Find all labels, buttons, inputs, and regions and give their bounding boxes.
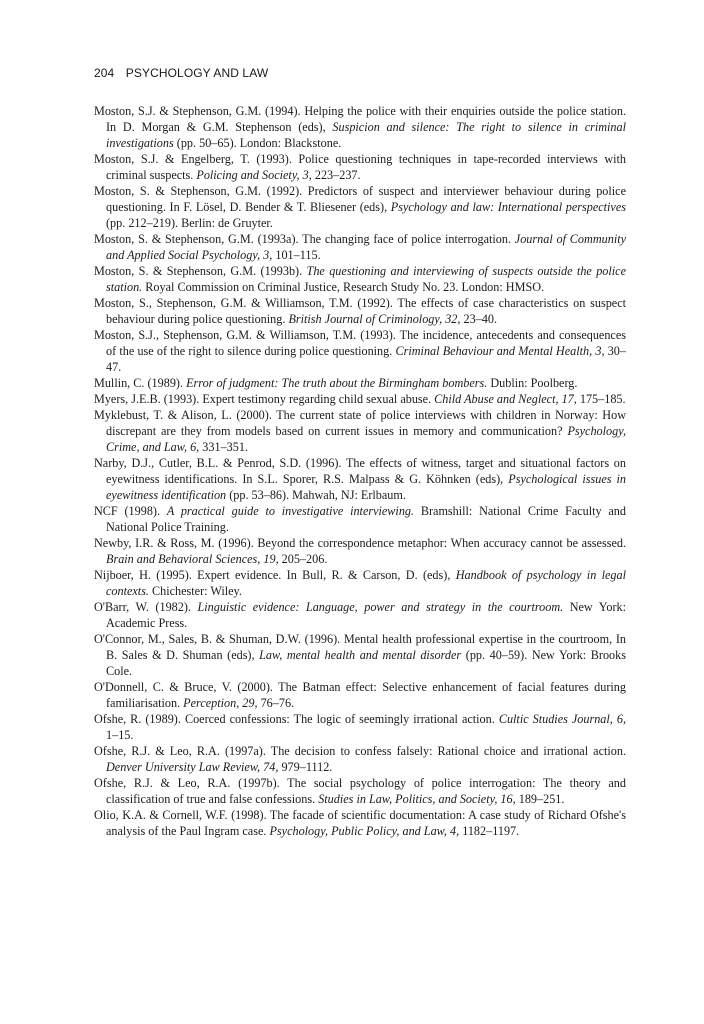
reference-text: Moston, S.J., Stephenson, G.M. & Williamson, T.M. (1993). The incidence, antecedents and consequences of the use of the right to silence during police questioning. bbox=[94, 328, 626, 358]
reference-text: Moston, S. & Stephenson, G.M. (1993b). bbox=[94, 264, 307, 278]
reference-source-title: British Journal of Criminology, 32, bbox=[288, 312, 461, 326]
reference-details: 101–115. bbox=[272, 248, 321, 262]
reference-text: Moston, S. & Stephenson, G.M. (1993a). The changing face of police interrogation. bbox=[94, 232, 515, 246]
reference-entry bbox=[94, 103, 626, 151]
reference-text: Ofshe, R.J. & Leo, R.A. (1997a). The decision to confess falsely: Rational choice and irrational action. bbox=[94, 744, 626, 758]
reference-entry bbox=[94, 775, 626, 807]
reference-entry bbox=[94, 807, 626, 839]
reference-details: 76–76. bbox=[257, 696, 295, 710]
reference-entry bbox=[94, 535, 626, 567]
reference-source-title: Linguistic evidence: Language, power and strategy in the courtroom. bbox=[197, 600, 564, 614]
reference-details: 223–237. bbox=[311, 168, 361, 182]
reference-entry bbox=[94, 263, 626, 295]
reference-entry bbox=[94, 455, 626, 503]
reference-text: Olio, K.A. & Cornell, W.F. (1998). The facade of scientific documentation: A case study of Richard Ofshe's analysis of the Paul Ingram case. bbox=[94, 808, 626, 838]
reference-text: Nijboer, H. (1995). Expert evidence. In Bull, R. & Carson, D. (eds), bbox=[94, 568, 456, 582]
reference-details: (pp. 212–219). Berlin: de Gruyter. bbox=[106, 216, 273, 230]
reference-text: Moston, S. & Stephenson, G.M. (1992). Predictors of suspect and interviewer behaviour during police questioning. In F. Lösel, D. Bender & T. Bliesener (eds), bbox=[94, 184, 626, 214]
reference-text: O'Barr, W. (1982). bbox=[94, 600, 198, 614]
reference-text: Mullin, C. (1989). bbox=[94, 376, 187, 390]
reference-source-title: Journal of Community and Applied Social Psychology, 3, bbox=[106, 232, 626, 262]
reference-details: Bramshill: National Crime Faculty and National Police Training. bbox=[106, 504, 626, 534]
reference-text: Moston, S.J. & Stephenson, G.M. (1994). Helping the police with their enquiries outside the police station. In D. Morgan & G.M. Stephenson (eds), bbox=[94, 104, 626, 134]
reference-entry bbox=[94, 407, 626, 455]
reference-entry bbox=[94, 183, 626, 231]
reference-source-title: Psychological issues in eyewitness identification bbox=[106, 472, 626, 502]
reference-source-title: Perception, 29, bbox=[183, 696, 258, 710]
reference-text: Narby, D.J., Cutler, B.L. & Penrod, S.D. (1996). The effects of witness, target and situational factors on eyewitness identifications. In S.L. Sporer, R.S. Malpass & G. Köhnken (eds), bbox=[94, 456, 626, 486]
running-header bbox=[94, 66, 268, 80]
reference-source-title: The questioning and interviewing of suspects outside the police station. bbox=[106, 264, 626, 294]
reference-details: 175–185. bbox=[576, 392, 626, 406]
reference-source-title: Psychology and law: International perspectives bbox=[390, 200, 626, 214]
page-number: 204 bbox=[94, 66, 115, 80]
reference-entry bbox=[94, 599, 626, 631]
reference-entry bbox=[94, 503, 626, 535]
reference-text: Myers, J.E.B. (1993). Expert testimony regarding child sexual abuse. bbox=[94, 392, 435, 406]
reference-details: 331–351. bbox=[199, 440, 248, 454]
reference-details: Chichester: Wiley. bbox=[148, 584, 242, 598]
reference-entry bbox=[94, 631, 626, 679]
reference-entry bbox=[94, 231, 626, 263]
reference-entry bbox=[94, 295, 626, 327]
reference-source-title: A practical guide to investigative interviewing. bbox=[166, 504, 415, 518]
running-title: PSYCHOLOGY AND LAW bbox=[125, 66, 269, 80]
reference-entry bbox=[94, 391, 626, 407]
reference-text: Ofshe, R.J. & Leo, R.A. (1997b). The social psychology of police interrogation: The theory and classification of true and false confessions. bbox=[94, 776, 626, 806]
reference-details: 189–251. bbox=[515, 792, 565, 806]
reference-details: (pp. 53–86). Mahwah, NJ: Erlbaum. bbox=[226, 488, 406, 502]
reference-source-title: Studies in Law, Politics, and Society, 16, bbox=[318, 792, 516, 806]
reference-details: 30–47. bbox=[106, 344, 626, 374]
reference-entry bbox=[94, 567, 626, 599]
reference-source-title: Criminal Behaviour and Mental Health, 3, bbox=[395, 344, 605, 358]
reference-text: Myklebust, T. & Alison, L. (2000). The current state of police interviews with children in Norway: How discrepant are they from models based on current issues in memory and communication? bbox=[94, 408, 626, 438]
reference-source-title: Policing and Society, 3, bbox=[196, 168, 312, 182]
reference-source-title: Psychology, Public Policy, and Law, 4, bbox=[269, 824, 460, 838]
reference-details: 23–40. bbox=[460, 312, 498, 326]
reference-text: Newby, I.R. & Ross, M. (1996). Beyond the correspondence metaphor: When accuracy cannot be assessed. bbox=[94, 536, 626, 550]
reference-source-title: Psychology, Crime, and Law, 6, bbox=[106, 424, 626, 454]
reference-details: (pp. 40–59). New York: Brooks Cole. bbox=[106, 648, 626, 678]
reference-source-title: Law, mental health and mental disorder bbox=[259, 648, 462, 662]
reference-details: 1182–1197. bbox=[459, 824, 520, 838]
reference-source-title: Denver University Law Review, 74, bbox=[106, 760, 279, 774]
reference-entry bbox=[94, 151, 626, 183]
reference-text: NCF (1998). bbox=[94, 504, 167, 518]
reference-source-title: Cultic Studies Journal, 6, bbox=[498, 712, 626, 726]
reference-source-title: Child Abuse and Neglect, 17, bbox=[434, 392, 577, 406]
reference-details: 1–15. bbox=[106, 728, 134, 742]
reference-details: New York: Academic Press. bbox=[106, 600, 626, 630]
reference-text: Moston, S., Stephenson, G.M. & Williamson, T.M. (1992). The effects of case characteristics on suspect behaviour during police questioning. bbox=[94, 296, 626, 326]
reference-source-title: Brain and Behavioral Sciences, 19, bbox=[106, 552, 279, 566]
reference-text: O'Connor, M., Sales, B. & Shuman, D.W. (1996). Mental health professional expertise in the courtroom, In B. Sales & D. Shuman (eds), bbox=[94, 632, 626, 662]
reference-details: Dublin: Poolberg. bbox=[487, 376, 578, 390]
reference-entry bbox=[94, 743, 626, 775]
reference-entry bbox=[94, 679, 626, 711]
reference-source-title: Error of judgment: The truth about the Birmingham bombers. bbox=[186, 376, 488, 390]
reference-text: Moston, S.J. & Engelberg, T. (1993). Police questioning techniques in tape-recorded interviews with criminal suspects. bbox=[94, 152, 626, 182]
reference-text: O'Donnell, C. & Bruce, V. (2000). The Batman effect: Selective enhancement of facial features during familiarisation. bbox=[94, 680, 626, 710]
reference-entry bbox=[94, 375, 626, 391]
reference-details: 205–206. bbox=[278, 552, 328, 566]
reference-text: Ofshe, R. (1989). Coerced confessions: The logic of seemingly irrational action. bbox=[94, 712, 499, 726]
reference-source-title: Suspicion and silence: The right to silence in criminal investigations bbox=[106, 120, 626, 150]
reference-details: 979–1112. bbox=[278, 760, 333, 774]
reference-details: Royal Commission on Criminal Justice, Research Study No. 23. London: HMSO. bbox=[142, 280, 545, 294]
reference-list bbox=[94, 103, 626, 839]
reference-details: (pp. 50–65). London: Blackstone. bbox=[173, 136, 342, 150]
reference-entry bbox=[94, 327, 626, 375]
reference-source-title: Handbook of psychology in legal contexts. bbox=[106, 568, 626, 598]
reference-entry bbox=[94, 711, 626, 743]
